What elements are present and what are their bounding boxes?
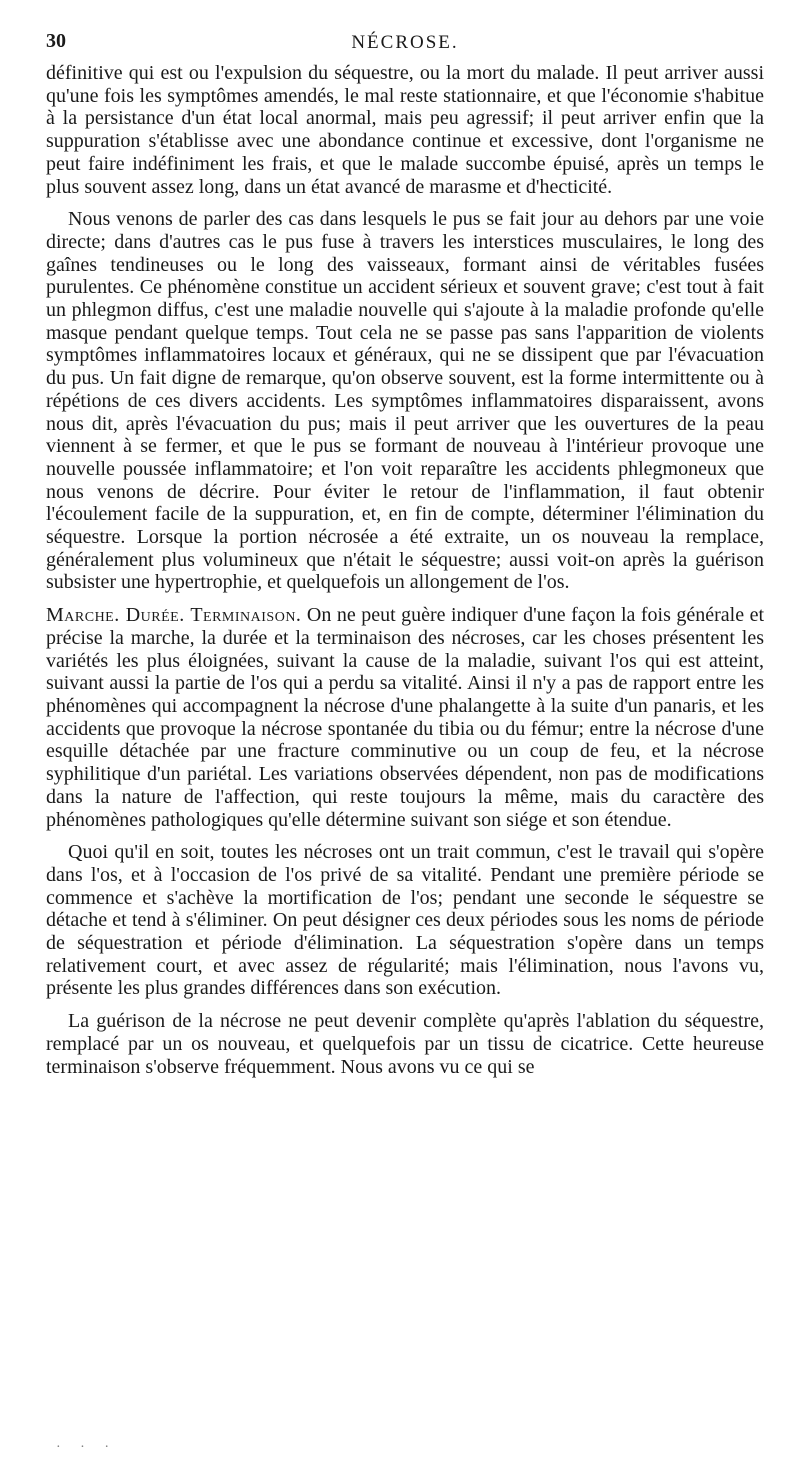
paragraph-1: définitive qui est ou l'expulsion du séquestre, ou la mort du malade. Il peut arriver aussi qu'une fois les symptômes amendés, le mal reste stationnaire, et que l'économie s'habitue à la persistance d'un état local anormal, mais peu agressif; il peut arriver enfin que la suppuration s'établisse avec une abondance continue et excessive, dont l'organisme ne peut faire indéfiniment les frais, et que le malade succombe épuisé, après un temps le plus souvent assez long, dans un état avancé de marasme et d'hecticité.: [46, 62, 764, 198]
paragraph-5: La guérison de la nécrose ne peut devenir complète qu'après l'ablation du séquestre, remplacé par un os nouveau, et quelquefois par un tissu de cicatrice. Cette heureuse terminaison s'observe fréquemment. Nous avons vu ce qui se: [46, 1010, 764, 1078]
body-text: [46, 62, 764, 1088]
paragraph-4: Quoi qu'il en soit, toutes les nécroses ont un trait commun, c'est le travail qui s'opère dans l'os, et à l'occasion de l'os privé de sa vitalité. Pendant une première période se commence et s'achève la mortification de l'os; pendant une seconde le séquestre se détache et tend à s'éliminer. On peut désigner ces deux périodes sous les noms de période de séquestration et période d'élimination. La séquestration s'opère dans un temps relativement court, et avec assez de régularité; mais l'élimination, nous l'avons vu, présente les plus grandes différences dans son exécution.: [46, 841, 764, 1000]
paragraph-2: Nous venons de parler des cas dans lesquels le pus se fait jour au dehors par une voie directe; dans d'autres cas le pus fuse à travers les interstices musculaires, le long des gaînes tendineuses ou le long des vaisseaux, formant ainsi de véritables fusées purulentes. Ce phénomène constitue un accident sérieux et souvent grave; c'est tout à fait un phlegmon diffus, c'est une maladie nouvelle qui s'ajoute à la maladie profonde qu'elle masque pendant quelque temps. Tout cela ne se passe pas sans l'apparition de violents symptômes inflammatoires locaux et généraux, qui ne se dissipent que par l'évacuation du pus. Un fait digne de remarque, qu'on observe souvent, est la forme intermittente ou à répétions de ces divers accidents. Les symptômes inflammatoires disparaissent, avons nous dit, après l'évacuation du pus; mais il peut arriver que les ouvertures de la peau viennent à se fermer, et que le pus se formant de nouveau à l'intérieur provoque une nouvelle poussée inflammatoire; et l'on voit reparaître les accidents phlegmoneux que nous venons de décrire. Pour éviter le retour de l'inflammation, il faut obtenir l'écoulement facile de la suppuration, et, en fin de compte, déterminer l'élimination du séquestre. Lorsque la portion nécrosée a été extraite, un os nouveau la remplace, généralement plus volumineux que n'était le séquestre; aussi voit-on après la guérison subsister une hypertrophie, et quelquefois un allongement de l'os.: [46, 208, 764, 594]
running-title: NÉCROSE.: [351, 32, 459, 53]
page-number: 30: [46, 30, 66, 52]
section-heading: Marche. Durée. Terminaison.: [46, 604, 302, 627]
paragraph-3: [46, 604, 764, 831]
paragraph-3-text: On ne peut guère indiquer d'une façon la fois générale et précise la marche, la durée et la terminaison des nécroses, car les choses présentent les variétés les plus éloignées, suivant la cause de la maladie, suivant l'os qui est atteint, suivant aussi la partie de l'os qui a perdu sa vitalité. Ainsi il n'y a pas de rapport entre les phénomènes qui accompagnent la nécrose d'une phalangette à la suite d'un panaris, et les accidents que provoque la nécrose spontanée du tibia ou du fémur; entre la nécrose d'une esquille détachée par une fracture comminutive ou un coup de feu, et la nécrose syphilitique d'un pariétal. Les variations observées dépendent, non pas de modifications dans la nature de l'affection, qui reste toujours la même, mais du caractère des phénomènes pathologiques qu'elle détermine suivant son siége et son étendue.: [46, 604, 764, 831]
scan-specks: · · ·: [56, 1440, 117, 1455]
page-header: [46, 30, 764, 58]
